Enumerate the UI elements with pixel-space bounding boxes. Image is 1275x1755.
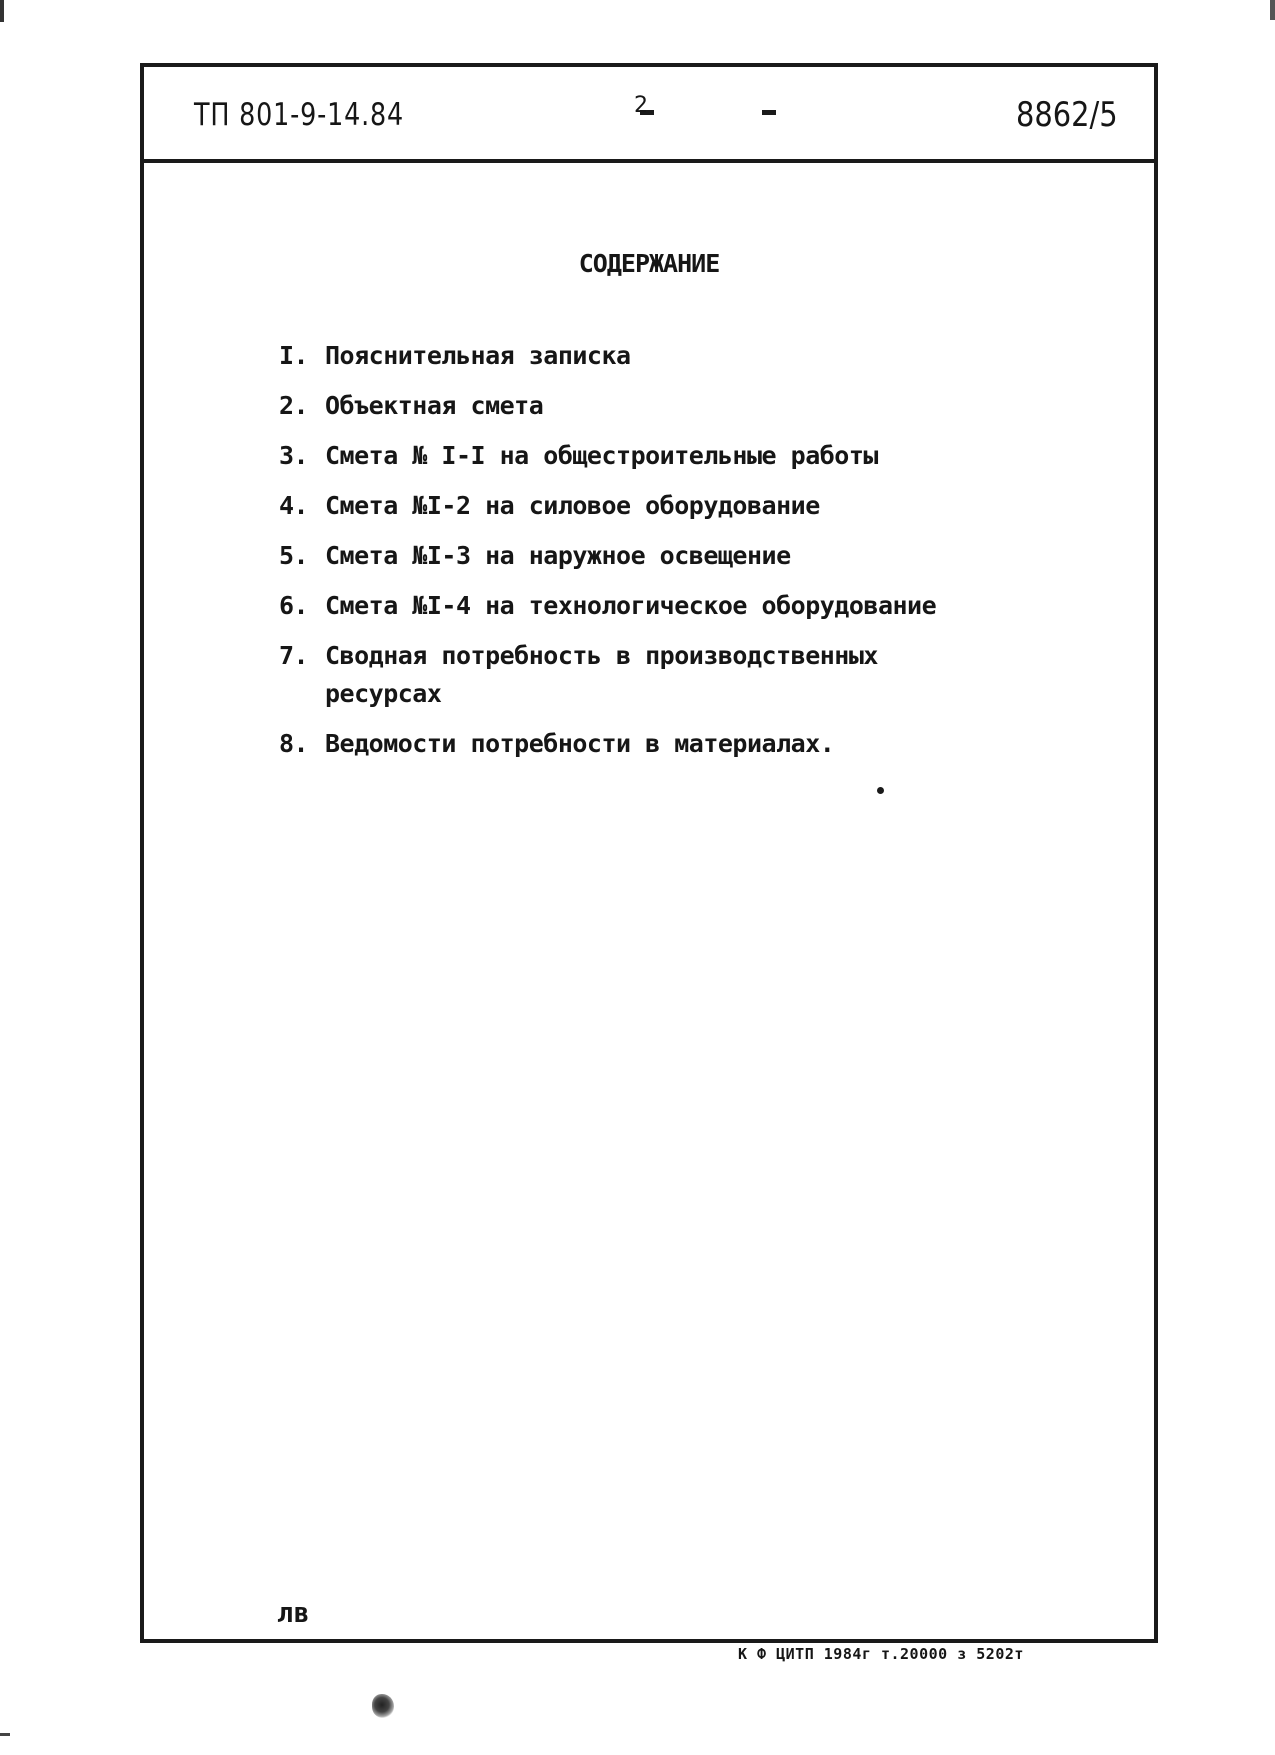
toc-item <box>279 437 1019 475</box>
scan-edge-mark <box>0 0 4 22</box>
toc-item <box>279 387 1019 425</box>
author-initials: ЛВ <box>277 1603 309 1627</box>
toc-item-text: Пояснительная записка <box>325 341 631 370</box>
toc-item-number: 6. <box>279 591 309 620</box>
header-strip <box>144 67 1154 163</box>
printing-imprint: К Ф ЦИТП 1984г т.20000 з 5202т <box>738 1645 1024 1663</box>
toc-item <box>279 537 1019 575</box>
scan-edge-mark-right <box>1270 0 1275 20</box>
toc-item-text: Смета №I-4 на технологическое оборудование <box>325 591 937 620</box>
document-code: ТП 801-9-14.84 <box>194 97 405 133</box>
toc-item <box>279 587 1019 625</box>
toc-item <box>279 487 1019 525</box>
toc-item-number: 5. <box>279 541 309 570</box>
toc-item-number: 3. <box>279 441 309 470</box>
page-number: 2 <box>634 93 648 118</box>
document-sheet <box>140 63 1158 1643</box>
toc-item-text: Смета № I-I на общестроительные работы <box>325 441 878 470</box>
toc-item-number: I. <box>279 341 309 370</box>
toc-item-text: Смета №I-2 на силовое оборудование <box>325 491 820 520</box>
ink-smudge <box>372 1694 394 1718</box>
toc-item-text: Смета №I-3 на наружное освещение <box>325 541 791 570</box>
toc-item <box>279 337 1019 375</box>
scan-edge-mark-bottom <box>0 1733 10 1736</box>
page-number-dash-right <box>762 110 776 115</box>
toc-item-text: Объектная смета <box>325 391 544 420</box>
toc-item-text: Сводная потребность в производственных ресурсах <box>325 641 878 708</box>
toc-item-number: 2. <box>279 391 309 420</box>
ink-dot <box>877 787 884 794</box>
toc-item-text: Ведомости потребности в материалах. <box>325 729 835 758</box>
toc-item-number: 8. <box>279 729 309 758</box>
toc-item <box>279 725 1019 763</box>
table-of-contents <box>279 337 1019 775</box>
sheet-number: 8862/5 <box>1016 95 1118 135</box>
page-title: СОДЕРЖАНИЕ <box>578 249 720 278</box>
toc-item-number: 7. <box>279 641 309 670</box>
toc-item-number: 4. <box>279 491 309 520</box>
toc-item <box>279 637 1019 713</box>
